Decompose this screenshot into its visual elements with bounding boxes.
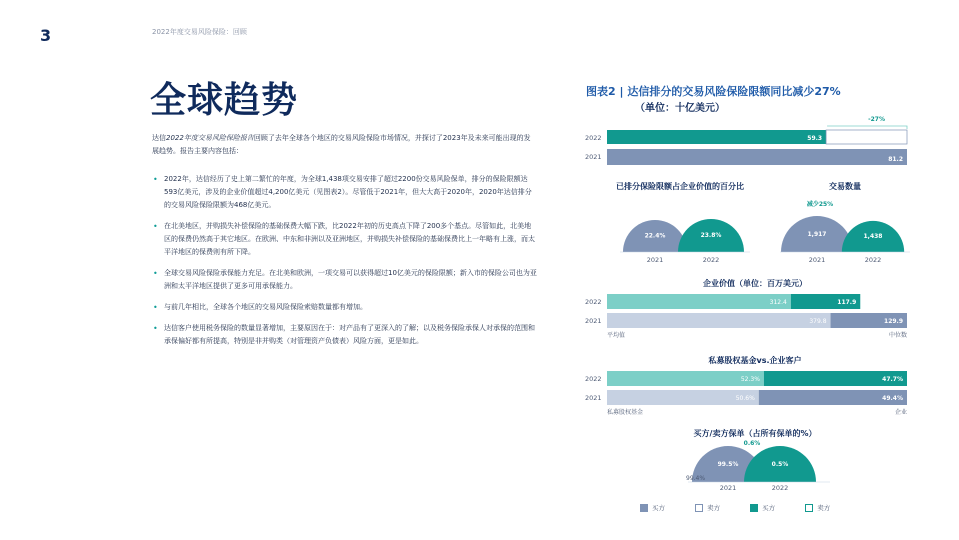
bullet-item	[152, 322, 537, 348]
axis-tick-label: 2022	[585, 298, 602, 306]
data-label: 59.3	[807, 135, 823, 142]
chart-title: 交易数量	[829, 182, 861, 191]
data-label: 99.5%	[717, 460, 739, 468]
bar-gap-outline	[826, 130, 907, 144]
bullet-item	[152, 267, 537, 293]
intro-paragraph	[152, 132, 537, 158]
figure-subtitle: （单位：十亿美元）	[635, 103, 725, 114]
bullet-text: 与前几年相比，全球各个地区的交易风险保险索赔数量都有增加。	[164, 303, 367, 311]
data-label: 47.7%	[882, 376, 903, 383]
axis-tick-label: 2022	[864, 256, 882, 264]
data-label: 23.8%	[700, 232, 722, 240]
data-label: 1,917	[807, 230, 827, 238]
data-label: 52.3%	[740, 376, 760, 383]
bullet-list	[152, 173, 537, 356]
bullet-text: 达信客户使用税务保险的数量显著增加，主要原因在于：对产品有了更深入的了解；以及税务保险承保人对承保的范围和承保偏好都有所提高，特别是非并购类（对管理资产负债表）风险方面，更是如此。	[164, 324, 535, 345]
data-label: 379.8	[809, 318, 827, 325]
bullet-item	[152, 173, 537, 212]
bar-segment	[607, 313, 831, 328]
chart-title: 买方/卖方保单（占所有保单的%）	[693, 429, 817, 438]
data-label: 22.4%	[644, 232, 666, 240]
running-header: 2022年度交易风险保险：回顾	[152, 28, 247, 36]
bullet-text: 2022年，达信经历了史上第二繁忙的年度，为全球1,438项交易安排了超过2200份交易风险保单，排分的保险限额达593亿美元，涉及的企业价值超过4,200亿美元（见图表2）。尽管低于2021年，但大大高于2020年，2020年达信排分的交易风险保险限额为468亿美元。	[164, 175, 532, 209]
legend-swatch-icon	[640, 504, 648, 512]
bullet-dot-icon: •	[153, 269, 158, 278]
change-bracket	[827, 126, 907, 129]
axis-tick-label: 2021	[585, 153, 602, 161]
intro-prefix: 达信	[152, 134, 166, 142]
axis-tick-label: 2021	[646, 256, 664, 264]
bullet-item	[152, 301, 537, 314]
figure-legend	[640, 503, 858, 514]
axis-tick-label: 2022	[702, 256, 720, 264]
axis-tick-label: 2021	[719, 484, 737, 492]
axis-tick-label: 2021	[808, 256, 826, 264]
intro-suffix: 回顾了去年全球各个地区的交易风险保险市场情况，并探讨了2023年及未来可能出现的发展趋势。报告主要内容包括：	[152, 134, 531, 155]
bullet-text: 全球交易风险保险承保能力充足。在北美和欧洲，一项交易可以获得超过10亿美元的保险限额；新入市的保险公司也为亚洲和太平洋地区提供了更多可用承保能力。	[164, 269, 537, 290]
data-label: 49.4%	[882, 395, 903, 402]
legend-label: 卖方	[817, 504, 831, 512]
legend-item	[695, 503, 720, 512]
legend-swatch-icon	[750, 504, 758, 512]
change-label: 减少25%	[806, 201, 834, 208]
report-name: 2022年度交易风险保险报告	[166, 134, 254, 142]
series-label: 私募股权基金	[607, 409, 644, 416]
legend-item	[640, 503, 665, 512]
bar-segment	[607, 294, 791, 309]
page-number: 3	[40, 26, 52, 45]
chart-title: 已排分保险限额占企业价值的百分比	[616, 182, 744, 191]
figure-charts	[580, 112, 920, 502]
data-label: 99.4%	[686, 475, 706, 482]
data-label: 0.5%	[771, 460, 789, 468]
bullet-item	[152, 220, 537, 259]
data-label: 1,438	[863, 232, 883, 240]
data-label: 50.6%	[735, 395, 755, 402]
legend-label: 买方	[762, 504, 776, 512]
chart-title: 企业价值（单位：百万美元）	[703, 279, 807, 288]
bullet-dot-icon: •	[153, 175, 158, 184]
axis-tick-label: 2022	[771, 484, 789, 492]
bullet-dot-icon: •	[153, 303, 158, 312]
data-label: 117.9	[837, 299, 857, 306]
bullet-text: 在北美地区，并购损失补偿保险的基础保费大幅下跌，比2022年初的历史高点下降了200多个基点。尽管如此，北美地区的保费仍然高于其它地区。在欧洲、中东和非洲以及亚洲地区，并购损失补偿保险的基础保费比上一年略有上涨，而太平洋地区的保费则有所下降。	[164, 222, 535, 256]
legend-swatch-icon	[805, 504, 813, 512]
change-label: -27%	[868, 116, 885, 123]
axis-tick-label: 2022	[585, 134, 602, 142]
axis-tick-label: 2021	[585, 394, 602, 402]
chart-title: 私募股权基金vs.企业客户	[708, 356, 802, 365]
data-label: 129.9	[884, 318, 903, 325]
bar	[607, 130, 826, 144]
data-label: 312.4	[769, 299, 787, 306]
series-label: 平均值	[607, 332, 626, 339]
bar	[607, 149, 907, 165]
axis-tick-label: 2021	[585, 317, 602, 325]
legend-label: 卖方	[707, 504, 721, 512]
series-label: 企业	[894, 409, 907, 416]
bullet-dot-icon: •	[153, 324, 158, 333]
bullet-dot-icon: •	[153, 222, 158, 231]
legend-swatch-icon	[695, 504, 703, 512]
figure-title: 图表2 | 达信排分的交易风险保险限额同比减少27%	[586, 85, 841, 98]
axis-tick-label: 2022	[585, 375, 602, 383]
data-label: 81.2	[888, 156, 903, 163]
page-title: 全球趋势	[150, 80, 299, 121]
legend-label: 买方	[652, 504, 665, 512]
legend-item	[805, 503, 830, 512]
legend-item	[750, 503, 775, 512]
series-label: 中位数	[888, 332, 907, 339]
data-label: 0.6%	[743, 440, 761, 447]
